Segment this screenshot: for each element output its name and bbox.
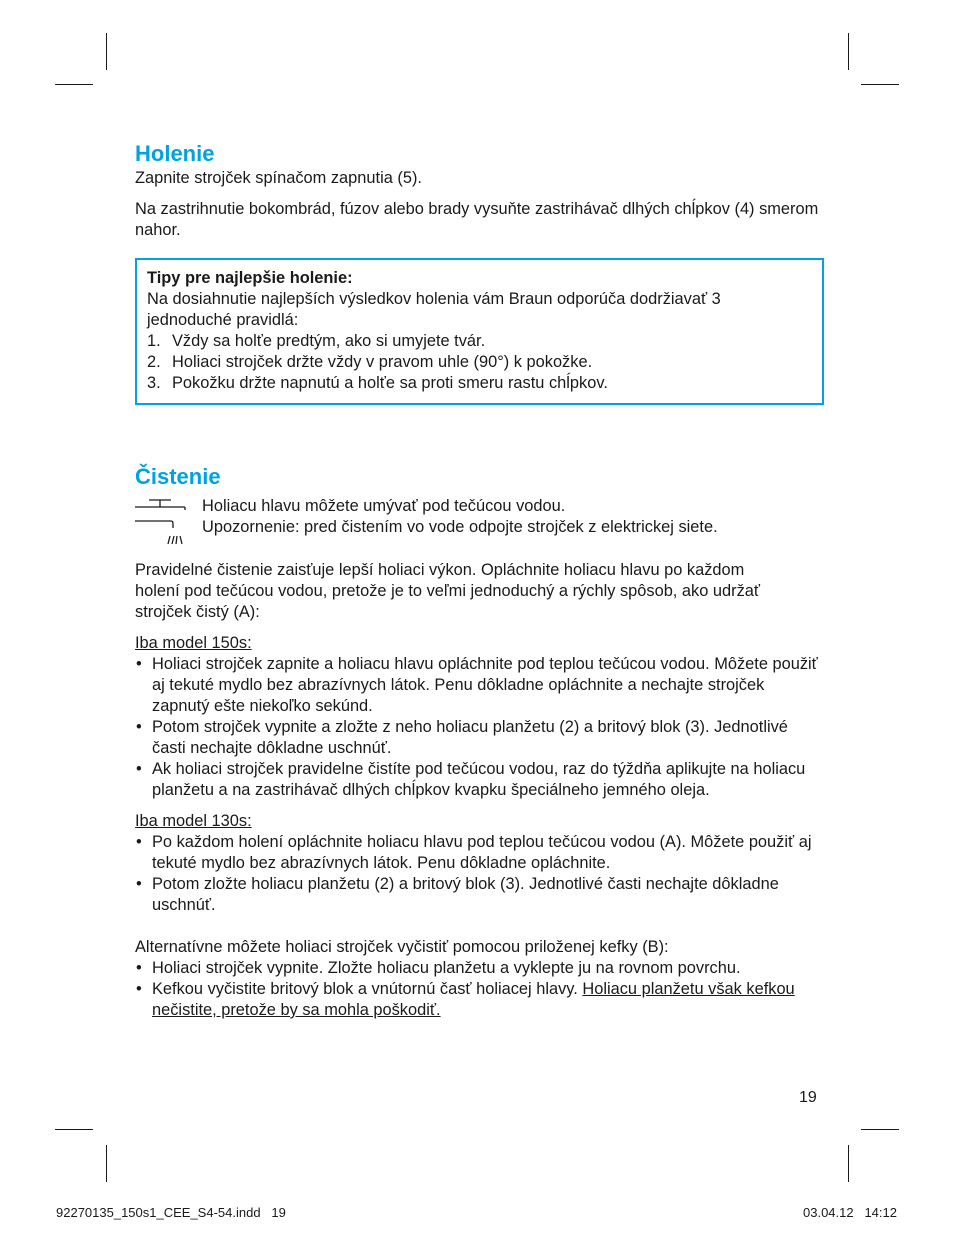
water-tap-icon	[135, 498, 187, 546]
crop-mark	[55, 84, 93, 85]
crop-mark	[106, 33, 107, 70]
list-item: • Potom zložte holiacu planžetu (2) a britový blok (3). Jednotlivé časti nechajte dôkladne uschnúť.	[136, 875, 779, 914]
tips-list	[147, 331, 812, 394]
model-130-label: Iba model 130s:	[135, 812, 252, 830]
page-content	[135, 140, 825, 1021]
tap-note-line: Upozornenie: pred čistením vo vode odpojte strojček z elektrickej siete.	[202, 518, 718, 536]
crop-mark	[861, 84, 899, 85]
tips-title: Tipy pre najlepšie holenie:	[147, 269, 353, 287]
shaving-heading: Holenie	[135, 141, 215, 166]
model-150-list	[135, 654, 825, 801]
footer-date: 03.04.12 14:12	[803, 1205, 897, 1220]
tip-item: 2. Holiaci strojček držte vždy v pravom uhle (90°) k pokožke.	[147, 353, 593, 371]
cleaning-heading: Čistenie	[135, 464, 221, 489]
shaving-paragraph: Na zastrihnutie bokombrád, fúzov alebo brady vysuňte zastrihávač dlhých chĺpkov (4) smerom nahor.	[135, 200, 819, 239]
footer-filename: 92270135_150s1_CEE_S4-54.indd 19	[56, 1205, 286, 1220]
model-130-list	[135, 832, 825, 916]
tip-item: 3. Pokožku držte napnutú a holťe sa proti smeru rastu chĺpkov.	[147, 374, 608, 392]
crop-mark	[106, 1145, 107, 1182]
tips-box	[135, 258, 824, 405]
model-150-label: Iba model 150s:	[135, 634, 252, 652]
list-item: • Po každom holení opláchnite holiacu hlavu pod teplou tečúcou vodou (A). Môžete použiť aj tekuté mydlo bez abrazívnych látok. Penu dôkladne opláchnite.	[136, 833, 812, 872]
alt-cleaning-list	[135, 958, 795, 1021]
crop-mark	[861, 1129, 899, 1130]
list-item: • Ak holiaci strojček pravidelne čistíte pod tečúcou vodou, raz do týždňa aplikujte na holiacu planžetu a na zastrihávač dlhých chĺpkov kvapku špeciálneho jemného oleja.	[136, 760, 806, 799]
page-number: 19	[799, 1089, 817, 1106]
tap-note-line: Holiacu hlavu môžete umývať pod tečúcou vodou.	[202, 497, 566, 515]
crop-mark	[55, 1129, 93, 1130]
list-item: • Holiaci strojček vypnite. Zložte holiacu planžetu a vyklepte ju na rovnom povrchu.	[136, 959, 741, 977]
cleaning-paragraph: Pravidelné čistenie zaisťuje lepší holiaci výkon. Opláchnite holiacu hlavu po každom holení pod tečúcou vodou, pretože je to veľmi jednoduchý a rýchly spôsob, ako udržať strojček čistý (A):	[135, 561, 761, 621]
alt-cleaning-intro: Alternatívne môžete holiaci strojček vyčistiť pomocou priloženej kefky (B):	[135, 938, 669, 956]
tap-note	[135, 496, 825, 548]
tip-item: 1. Vždy sa holťe predtým, ako si umyjete tvár.	[147, 332, 486, 350]
shaving-paragraph: Zapnite strojček spínačom zapnutia (5).	[135, 169, 422, 187]
crop-mark	[848, 1145, 849, 1182]
list-item: • Holiaci strojček zapnite a holiacu hlavu opláchnite pod teplou tečúcou vodou. Môžete použiť aj tekuté mydlo bez abrazívnych látok. Penu dôkladne opláchnite a nechajte strojček zapnutý ešte niekoľko sekúnd.	[136, 655, 818, 715]
list-item: • Kefkou vyčistite britový blok a vnútornú časť holiacej hlavy. Holiacu planžetu však kefkou nečistite, pretože by sa mohla poškodiť.	[136, 980, 795, 1019]
crop-mark	[848, 33, 849, 70]
warning-underlined: Holiacu planžetu však kefkou nečistite, pretože by sa mohla poškodiť.	[152, 980, 795, 1019]
tips-intro: Na dosiahnutie najlepších výsledkov holenia vám Braun odporúča dodržiavať 3 jednoduché pravidlá:	[147, 290, 721, 329]
list-item: • Potom strojček vypnite a zložte z neho holiacu planžetu (2) a britový blok (3). Jednotlivé časti nechajte dôkladne uschnúť.	[136, 718, 788, 757]
